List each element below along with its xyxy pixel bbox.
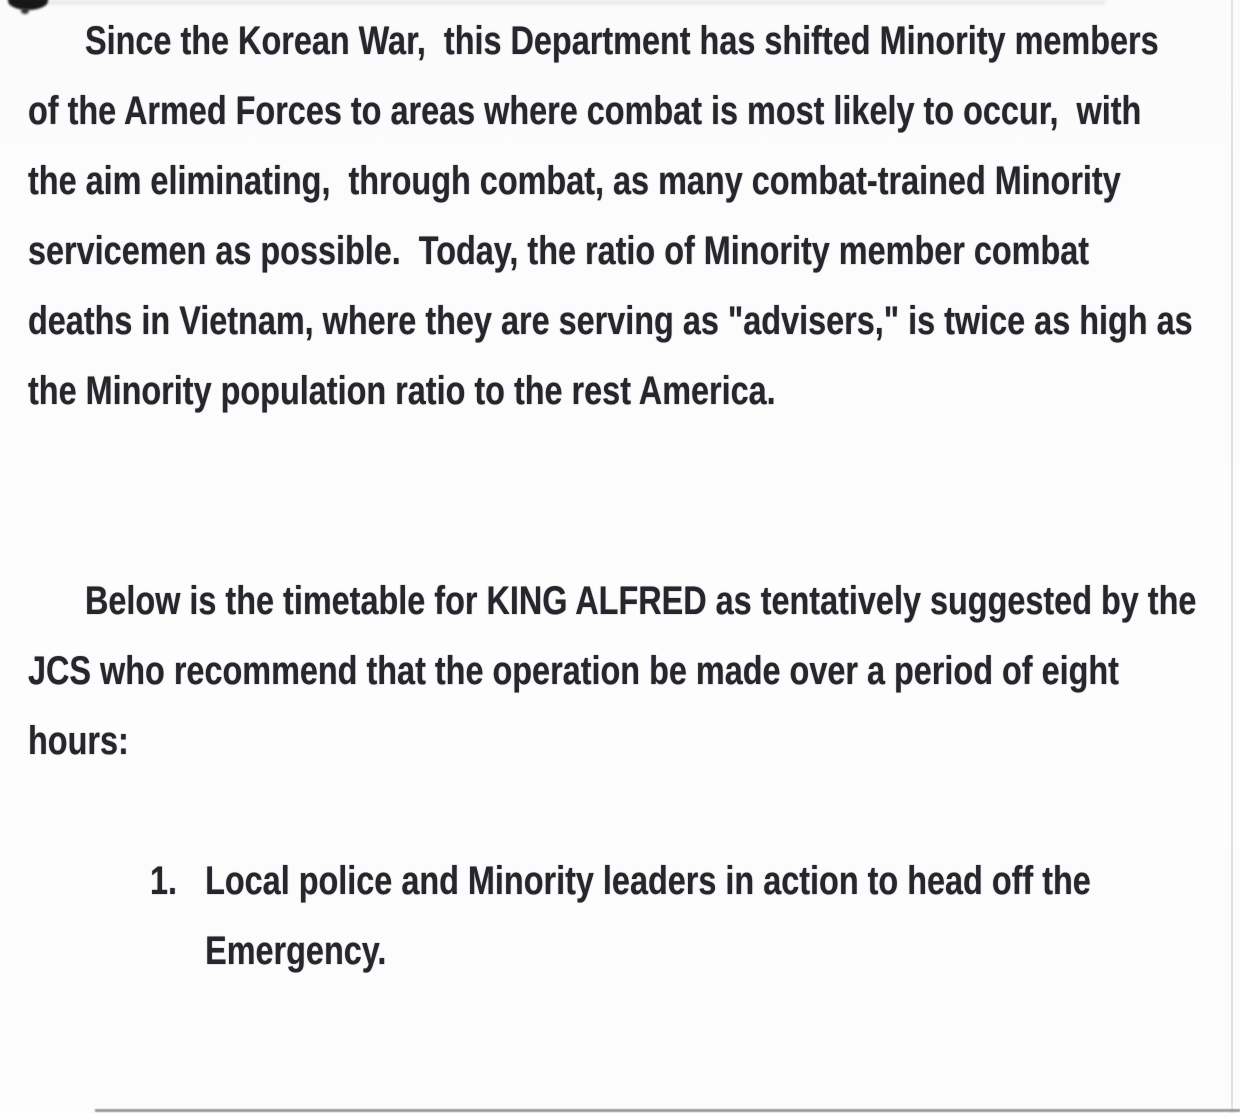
numbered-list-item-1 — [0, 846, 1240, 986]
text-line: deaths in Vietnam, where they are serving as "advisers," is twice as high as — [28, 299, 1193, 343]
line-text: Local police and Minority leaders in action to head off the — [205, 859, 1091, 903]
text-line: the aim eliminating, through combat, as many combat-trained Minority — [28, 159, 1121, 203]
paragraph-1 — [0, 6, 1240, 426]
paragraph-2 — [0, 566, 1240, 776]
list-number: 1. — [150, 859, 178, 903]
text-line — [150, 846, 1091, 916]
text-line: the Minority population ratio to the rest America. — [28, 369, 776, 413]
line-text: Emergency. — [205, 929, 387, 973]
text-line: hours: — [28, 719, 129, 763]
text-line: of the Armed Forces to areas where combat is most likely to occur, with — [28, 89, 1142, 133]
text-line — [150, 916, 1033, 986]
text-line: servicemen as possible. Today, the ratio of Minority member combat — [28, 229, 1090, 273]
text-line: JCS who recommend that the operation be made over a period of eight — [28, 649, 1119, 693]
text-line: Below is the timetable for KING ALFRED as tentatively suggested by the — [85, 579, 1197, 623]
text-line: Since the Korean War, this Department has shifted Minority members — [85, 19, 1159, 63]
